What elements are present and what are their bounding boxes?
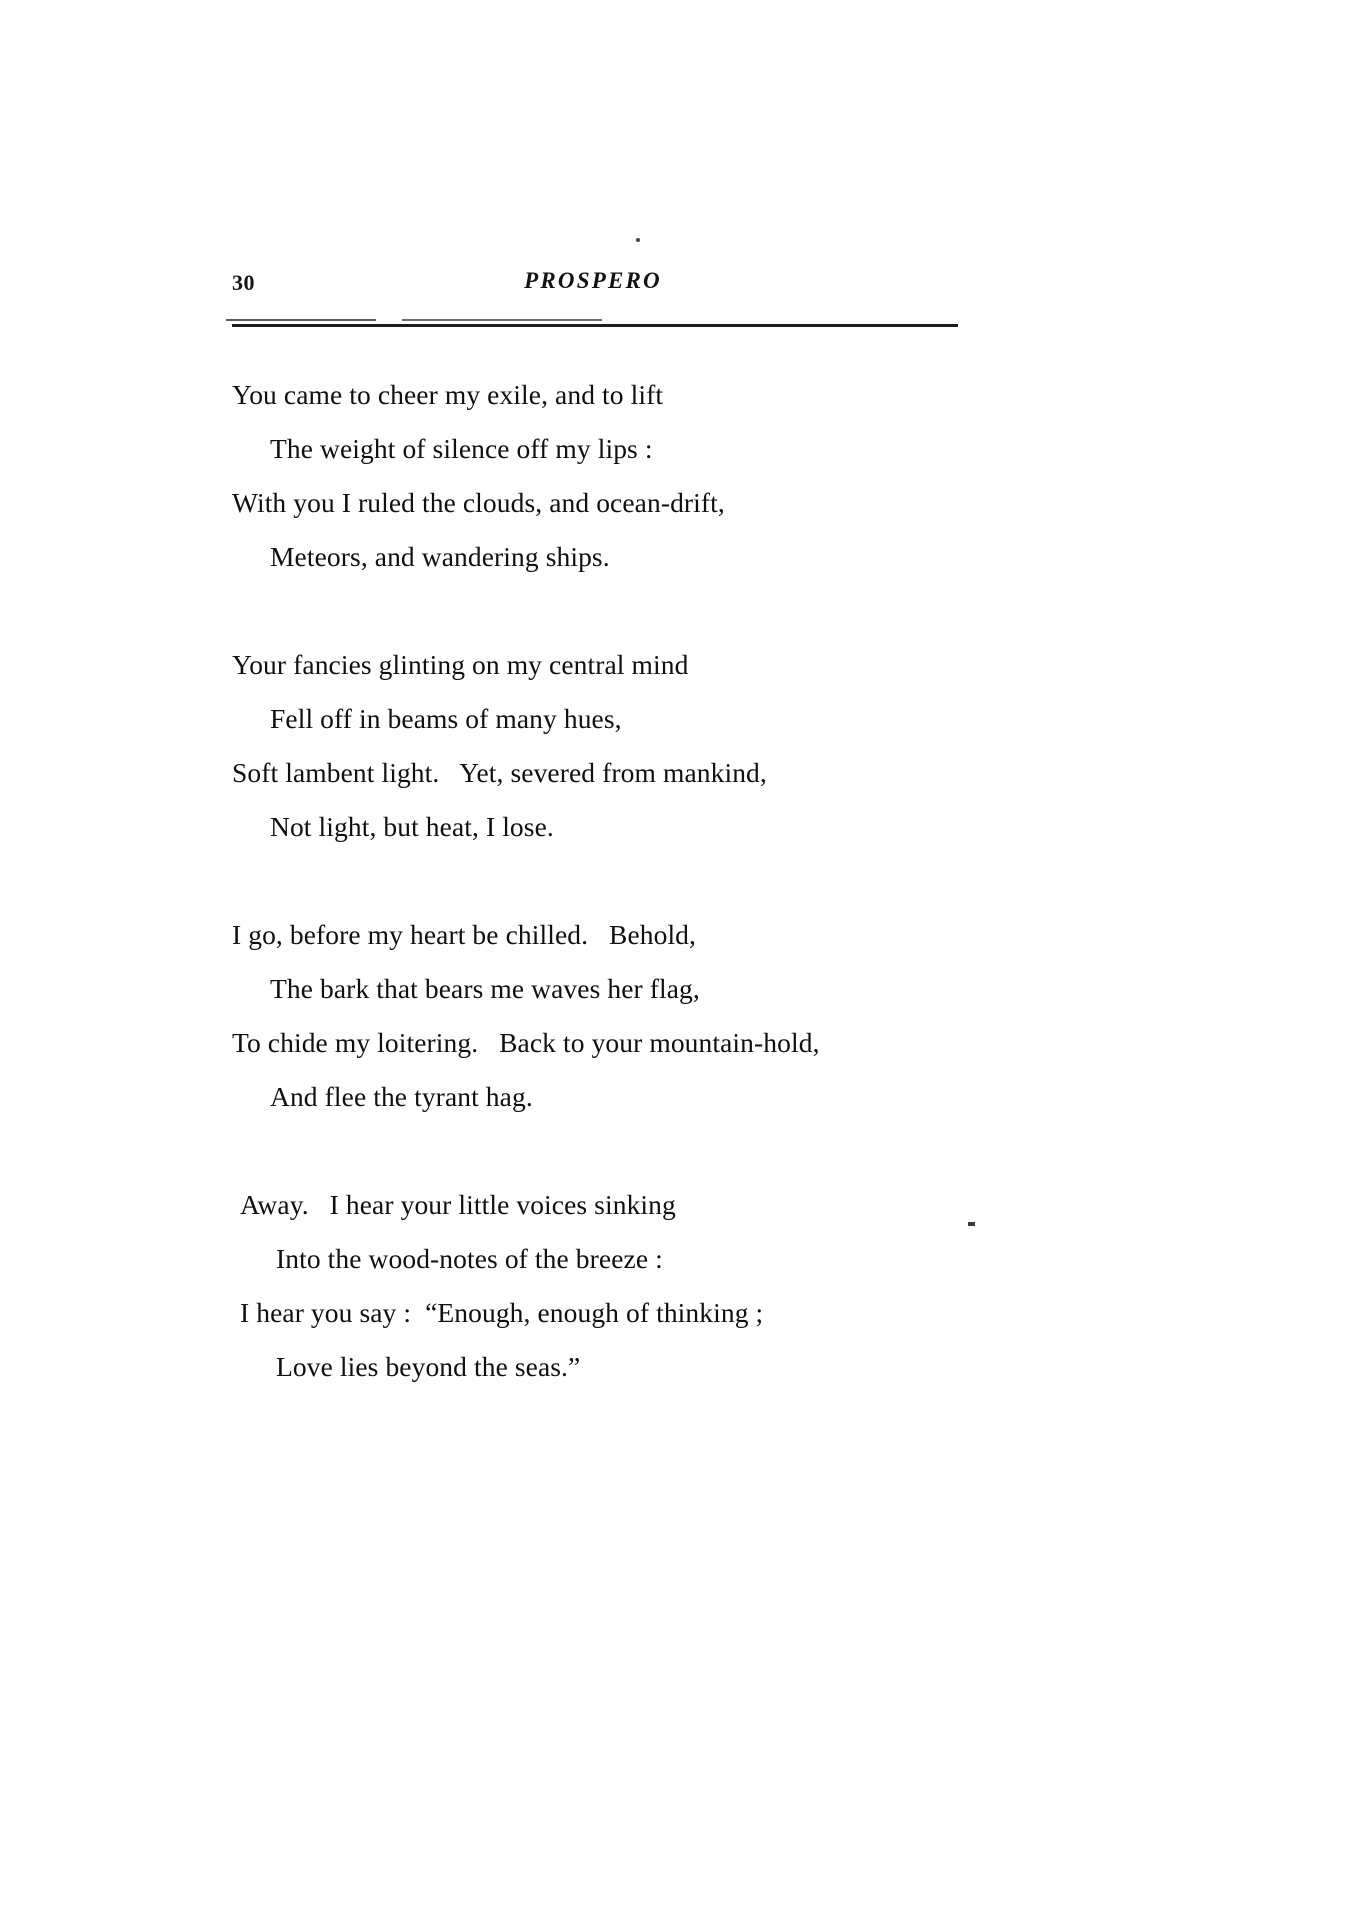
poem-line: You came to cheer my exile, and to lift	[232, 379, 664, 410]
poem-line: I go, before my heart be chilled. Behold,	[232, 919, 697, 950]
poem-line: With you I ruled the clouds, and ocean-drift,	[232, 487, 725, 518]
poem-line: Love lies beyond the seas.”	[276, 1351, 581, 1382]
poem-line: Your fancies glinting on my central mind	[232, 649, 689, 680]
poem-line: Away. I hear your little voices sinking	[240, 1189, 676, 1220]
poem-line: Not light, but heat, I lose.	[270, 811, 554, 842]
poem-body	[232, 368, 1032, 1448]
stanza	[232, 368, 1032, 584]
poem-line: The bark that bears me waves her flag,	[270, 973, 700, 1004]
poem-line: I hear you say : “Enough, enough of thinking ;	[240, 1297, 764, 1328]
stanza	[232, 908, 1032, 1124]
poem-line: Meteors, and wandering ships.	[270, 541, 610, 572]
poem-line: And flee the tyrant hag.	[270, 1081, 533, 1112]
poem-line: Into the wood-notes of the breeze :	[276, 1243, 663, 1274]
poem-line: To chide my loitering. Back to your mountain-hold,	[232, 1027, 820, 1058]
poem-line: Soft lambent light. Yet, severed from mankind,	[232, 757, 767, 788]
stanza	[232, 1178, 1032, 1394]
stray-ink-mark-top	[636, 238, 640, 242]
running-head-title: PROSPERO	[524, 268, 662, 293]
stray-ink-mark-middle	[968, 1222, 975, 1226]
stanza	[232, 638, 1032, 854]
poem-line: Fell off in beams of many hues,	[270, 703, 622, 734]
header-rule	[232, 324, 958, 327]
page-number: 30	[232, 270, 255, 295]
page-header	[232, 268, 954, 302]
poem-line: The weight of silence off my lips :	[270, 433, 653, 464]
